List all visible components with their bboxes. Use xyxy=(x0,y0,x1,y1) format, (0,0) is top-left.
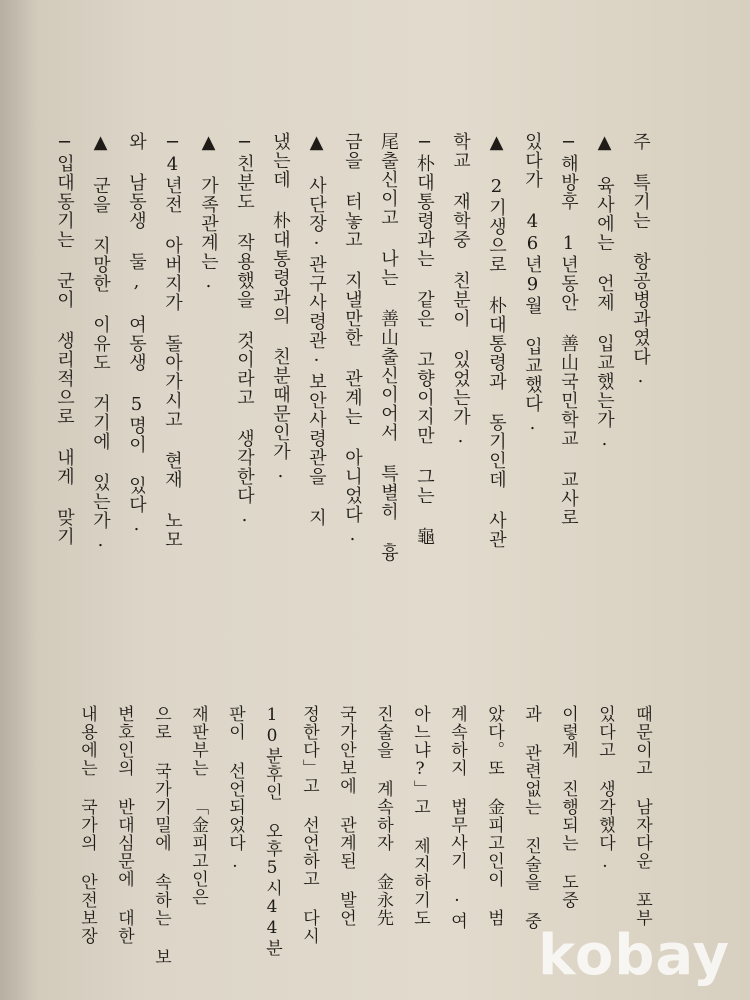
text-column: ▲ 육사에는 언제 입교했는가. xyxy=(594,132,615,451)
text-column: 와 남동생 둘, 여동생 5명이 있다. xyxy=(126,132,147,536)
text-column: 이렇게 진행되는 도중 xyxy=(558,705,578,909)
text-column: 尾출신이고 나는 善山출신이어서 특별히 흉 xyxy=(378,132,399,562)
text-column: ─4년전 아버지가 돌아가시고 현재 노모 xyxy=(162,132,183,549)
text-column: 있다고 생각했다. xyxy=(595,705,615,873)
text-column: 있다가 46년9월 입교했다. xyxy=(522,132,543,435)
text-column: 계속하지 법무사기 ·여 xyxy=(447,705,467,930)
text-column: 냈는데 朴대통령과의 친분때문인가. xyxy=(270,132,291,483)
text-column: 변호인의 반대심문에 대한 xyxy=(114,705,134,945)
text-column: 판이 선언되었다. xyxy=(225,705,245,873)
text-column: ─해방후 1년동안 善山국민학교 교사로 xyxy=(558,132,579,527)
text-column: ▲ 2기생으로 朴대통령과 동기인데 사관 xyxy=(486,132,507,549)
text-column: ▲ 가족관계는. xyxy=(198,132,219,293)
upper-text-block xyxy=(46,132,658,692)
text-column: 과 관련없는 진술을 중 xyxy=(521,705,541,930)
text-column: 으로 국가기밀에 속하는 보 xyxy=(151,705,171,966)
text-column: 아느냐?」고 제지하기도 xyxy=(410,705,430,927)
text-column: 국가안보에 관계된 발언 xyxy=(336,705,356,927)
text-column: 주 특기는 항공병과였다. xyxy=(630,132,651,388)
text-column: 때문이고 남자다운 포부 xyxy=(632,705,652,927)
text-column: 금을 터놓고 지낼만한 관계는 아니었다. xyxy=(342,132,363,546)
text-column: 학교 재학중 친분이 있었는가. xyxy=(450,132,471,448)
text-column: ▲ 군을 지망한 이유도 거기에 있는가. xyxy=(90,132,111,552)
text-column: ▲ 사단장·관구사령관·보안사령관을 지 xyxy=(306,132,327,527)
page-gutter-shadow xyxy=(0,0,38,1000)
watermark-logo: kobay xyxy=(538,923,730,988)
text-column: 재판부는 「金피고인은 xyxy=(188,705,208,906)
text-column: ─입대동기는 군이 생리적으로 내게 맞기 xyxy=(54,132,75,546)
text-column: 았다。또 金피고인이 범 xyxy=(484,705,504,927)
text-column: ─朴대통령과는 같은 고향이지만 그는 龜 xyxy=(414,132,435,546)
text-column: 10분후인 오후5시44분 xyxy=(262,705,282,957)
text-column: 내용에는 국가의 안전보장 xyxy=(77,705,97,945)
text-column: ─친분도 작용했을 것이라고 생각한다. xyxy=(234,132,255,527)
text-column: 정한다」고 선언하고 다시 xyxy=(299,705,319,945)
text-column: 진술을 계속하자 金永先 xyxy=(373,705,393,927)
